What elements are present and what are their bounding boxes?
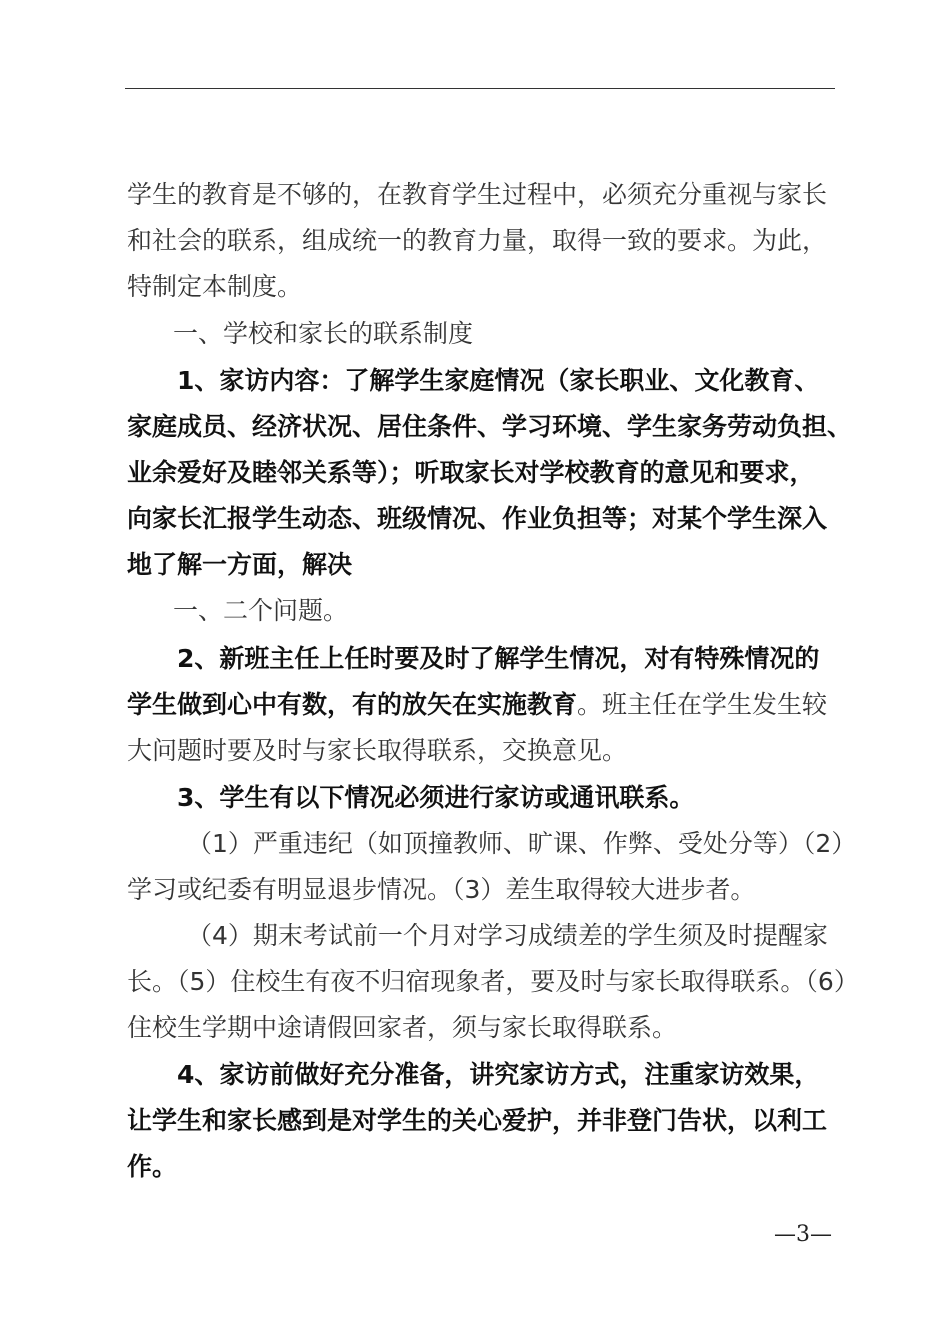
item-2-paragraph bbox=[127, 636, 833, 774]
intro-paragraph bbox=[127, 172, 833, 310]
text-line: 住校生学期中途请假回家者，须与家长取得联系。 bbox=[127, 1013, 678, 1042]
text-line: 4、家访前做好充分准备，讲究家访方式，注重家访效果， bbox=[177, 1060, 820, 1089]
section-heading bbox=[127, 311, 833, 357]
text-line: （1）严重违纪（如顶撞教师、旷课、作弊、受处分等）（2） bbox=[187, 829, 857, 858]
text-line: 2、新班主任上任时要及时了解学生情况，对有特殊情况的 bbox=[177, 644, 820, 673]
item-3-list-a bbox=[127, 821, 857, 913]
text-line: 向家长汇报学生动态、班级情况、作业负担等；对某个学生深入 bbox=[127, 504, 828, 533]
text-line: 学生的教育是不够的，在教育学生过程中，必须充分重视与家长 bbox=[127, 180, 828, 209]
text-line: 家庭成员、经济状况、居住条件、学习环境、学生家务劳动负担、 bbox=[127, 412, 853, 441]
text-line: 学习或纪委有明显退步情况。（3）差生取得较大进步者。 bbox=[127, 875, 756, 904]
text-line: 特制定本制度。 bbox=[127, 272, 303, 301]
item-1-paragraph bbox=[127, 358, 853, 588]
text-line: 大问题时要及时与家长取得联系，交换意见。 bbox=[127, 736, 628, 765]
item-1-continuation bbox=[127, 588, 833, 634]
text-line: 1、家访内容：了解学生家庭情况（家长职业、文化教育、 bbox=[177, 366, 820, 395]
normal-segment: 。班主任在学生发生较 bbox=[577, 690, 828, 719]
heading-text: 一、学校和家长的联系制度 bbox=[173, 319, 474, 348]
text-line: 和社会的联系，组成统一的教育力量，取得一致的要求。为此， bbox=[127, 226, 828, 255]
text-line: 长。（5）住校生有夜不归宿现象者，要及时与家长取得联系。（6） bbox=[127, 967, 859, 996]
text-line: 让学生和家长感到是对学生的关心爱护，并非登门告状，以利工 bbox=[127, 1106, 828, 1135]
text-line: 3、学生有以下情况必须进行家访或通讯联系。 bbox=[177, 783, 695, 812]
text-line bbox=[127, 682, 833, 728]
text-line: 一、二个问题。 bbox=[173, 596, 349, 625]
text-line: 地了解一方面，解决 bbox=[127, 550, 353, 579]
text-line: 作。 bbox=[127, 1152, 178, 1181]
page-number: —3— bbox=[774, 1222, 832, 1247]
text-line: （4）期末考试前一个月对学习成绩差的学生须及时提醒家 bbox=[187, 921, 828, 950]
item-3-title bbox=[127, 775, 833, 821]
item-4-paragraph bbox=[127, 1052, 833, 1190]
bold-segment: 学生做到心中有数，有的放矢在实施教育 bbox=[127, 690, 578, 719]
header-rule bbox=[125, 88, 835, 89]
item-3-list-b bbox=[127, 913, 859, 1051]
text-line: 业余爱好及睦邻关系等）；听取家长对学校教育的意见和要求， bbox=[127, 458, 815, 487]
